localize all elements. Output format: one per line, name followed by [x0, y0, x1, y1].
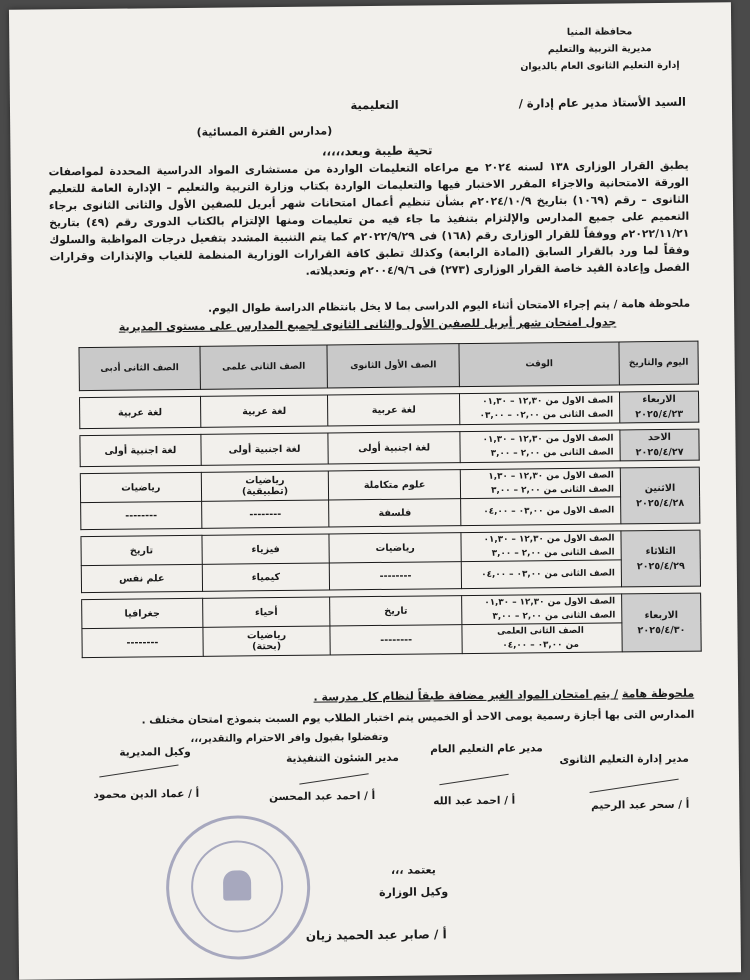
subject-cell: لغة عربية [200, 395, 328, 427]
time-cell: الصف الاول من ١٢,٣٠ – ٠١,٣٠ الصف الثانى من ٠٢,٠٠ – ٠٣,٠٠ [459, 392, 619, 425]
holiday-note: المدارس التى بها أجازة رسمية يومى الاحد أو الخميس يتم اختبار الطلاب يوم السبت بنموذج امتحان مختلف . [141, 708, 695, 727]
subject-cell: لغة عربية [80, 396, 201, 428]
signature-mark [439, 774, 508, 785]
administration-line: إدارة التعليم الثانوى العام بالديوان [520, 59, 680, 73]
table-row [82, 622, 701, 657]
subject-cell: كيمياء [202, 563, 330, 591]
table-caption: جدول امتحان شهر أبريل للصفين الأول والثانى الثانوى لجميع المدارس على مستوى المديرية [118, 315, 617, 334]
subject-cell: تاريخ [81, 535, 202, 565]
day-cell: الاثنين ٢٠٢٥/٤/٢٨ [620, 467, 700, 524]
subject-cell: لغة اجنبية أولى [201, 433, 329, 465]
subject-cell: فلسفة [329, 499, 461, 527]
exam-schedule-table [78, 341, 701, 658]
subject-cell: -------- [330, 625, 462, 655]
subject-cell: علوم متكاملة [329, 470, 461, 500]
schools-note: (مدارس الفترة المسائية) [196, 124, 333, 139]
subject-cell: رياضيات (تطبيقية) [201, 471, 329, 501]
subject-cell: رياضيات [329, 533, 461, 563]
body-paragraph: يطبق القرار الوزارى ١٣٨ لسنه ٢٠٢٤ مع مراعاه التعليمات الواردة من مستشارى المواد الدراسية المحددة لمواصفات الورقة الامتحانية والاجزاء المقرر الاختبار فيها والتعليمات الواردة بكتاب وزارة التربية والتعليم – الإدارة العامة للتعليم الثانوى – رقم (١٠٦٩) بتاريخ ٢٠٢٤/١٠/٩م بشأن تنظيم أعمال امتحانات شهر أبريل للصفين الأول والثانى الثانوى برجاء التعميم على جميع المدارس والإلتزام بتنفيذ ما جاء فيه من تعليمات ومنها الإلتزام بالكتاب الدورى رقم (٤٩) بتاريخ ٢٠٢٢/١١/٢١م ووفقاً للقرار الوزارى رقم (١٦٨) فى ٢٠٢٢/٩/٢٩م كما يتم التنبية المشدد بتفعيل درجات المواظبة والسلوك وفقاً لما ورد بالقرار السابق (المادة الرابعة) وكذلك تطبق كافة القرارات الوزارية المنظمة للغياب والإنذارات وقرارات الفصل وإعادة القيد خاصة القرار الوزارى (٢٧٣) فى ٢٠٠٤/٩/٦م وتعديلاته. [48, 158, 690, 278]
signatory-name-2: أ / احمد عبد الله [433, 794, 516, 808]
signature-mark [590, 779, 679, 793]
time-cell: الصف الاول من ١٢,٣٠ – ٠١,٣٠ الصف الثانى من ٢,٠٠ – ٣,٠٠ [462, 594, 622, 625]
table-header-row [79, 341, 698, 390]
governorate-line: محافظة المنيا [566, 26, 633, 38]
directorate-line: مديرية التربية والتعليم [547, 43, 652, 56]
day-cell: الاحد ٢٠٢٥/٤/٢٧ [620, 429, 699, 461]
eagle-emblem-icon [223, 870, 251, 900]
time-cell: الصف الاول من ١٢,٣٠ – ٠١,٣٠ الصف الثانى من ٢,٠٠ – ٣,٠٠ [460, 430, 620, 463]
time-cell: الصف الاول من ١٢,٣٠ – ٠١,٣٠ الصف الثانى من ٢,٠٠ – ٣,٠٠ [461, 531, 621, 562]
header-second-science: الصف الثانى علمى [200, 345, 328, 389]
subject-cell: لغة اجنبية أولى [80, 434, 201, 466]
subject-cell: أحياء [202, 597, 330, 627]
signature-title-2: مدير عام التعليم العام [430, 742, 543, 756]
important-note-2: ملحوظة هامة / يتم امتحان المواد الغير مضافة طبقاً لنظام كل مدرسة . [313, 686, 695, 704]
subject-cell: جغرافيا [82, 598, 203, 628]
signature-title-3: مدير الشئون التنفيذية [285, 751, 399, 765]
subject-cell: رياضيات (بحتة) [203, 626, 331, 656]
subject-cell: رياضيات [80, 472, 201, 502]
important-note-1: ملحوظة هامة / يتم إجراء الامتحان أثناء اليوم الدراسى بما لا يخل بانتظام الدراسة طوال اليوم. [207, 297, 691, 315]
day-cell: الثلاثاء ٢٠٢٥/٤/٢٩ [621, 530, 701, 587]
approver-name: أ / صابر عبد الحميد زيان [305, 927, 447, 943]
day-cell: الاربعاء ٢٠٢٥/٤/٣٠ [622, 593, 702, 652]
time-cell: الصف الاول من ١٢,٣٠ – ١,٣٠ الصف الثانى من ٢,٠٠ – ٣,٠٠ [460, 468, 620, 499]
signatory-name-1: أ / سحر عبد الرحيم [591, 798, 690, 812]
header-day: اليوم والتاريخ [619, 341, 698, 385]
signature-mark [99, 765, 178, 778]
signature-title-4: وكيل المديرية [119, 745, 191, 759]
time-cell: الصف الاول من ٠٣,٠٠ – ٠٤,٠٠ [461, 497, 621, 526]
header-first-grade: الصف الأول الثانوى [327, 344, 459, 388]
subject-cell: تاريخ [330, 596, 462, 626]
signature-mark [299, 773, 368, 784]
greeting: تحية طيبة وبعد،،،،، [321, 143, 433, 159]
letterhead [520, 23, 680, 76]
header-time: الوقت [459, 342, 619, 387]
day-cell: الاربعاء ٢٠٢٥/٤/٢٣ [619, 391, 698, 423]
official-seal [165, 815, 311, 961]
header-second-literary: الصف الثانى أدبى [79, 346, 200, 390]
subject-cell: -------- [330, 562, 462, 590]
subject-cell: علم نفس [81, 564, 202, 592]
signatory-name-3: أ / احمد عبد المحسن [268, 790, 376, 804]
subject-cell: فيزياء [202, 534, 330, 564]
approval-block: يعتمد ،،، وكيل الوزارة [379, 863, 449, 899]
signature-title-1: مدير إدارة التعليم الثانوى [559, 752, 689, 767]
subject-cell: -------- [82, 627, 203, 657]
time-cell: الصف الثانى من ٠٣,٠٠ – ٠٤,٠٠ [461, 560, 621, 589]
time-cell: الصف الثانى العلمى من ٠٣,٠٠ – ٠٤,٠٠ [462, 623, 622, 654]
document-page [9, 2, 741, 980]
subject-cell: -------- [201, 500, 329, 528]
signatory-name-4: أ / عماد الدين محمود [93, 787, 200, 801]
closing-regards: وتفضلوا بقبول وافر الاحترام والتقدير،،، [190, 731, 389, 745]
subject-cell: -------- [81, 501, 202, 529]
subject-cell: لغة اجنبية أولى [328, 432, 460, 464]
addressee-line: السيد الأستاذ مدير عام إدارة /التعليمية [350, 94, 687, 113]
subject-cell: لغة عربية [328, 394, 460, 426]
